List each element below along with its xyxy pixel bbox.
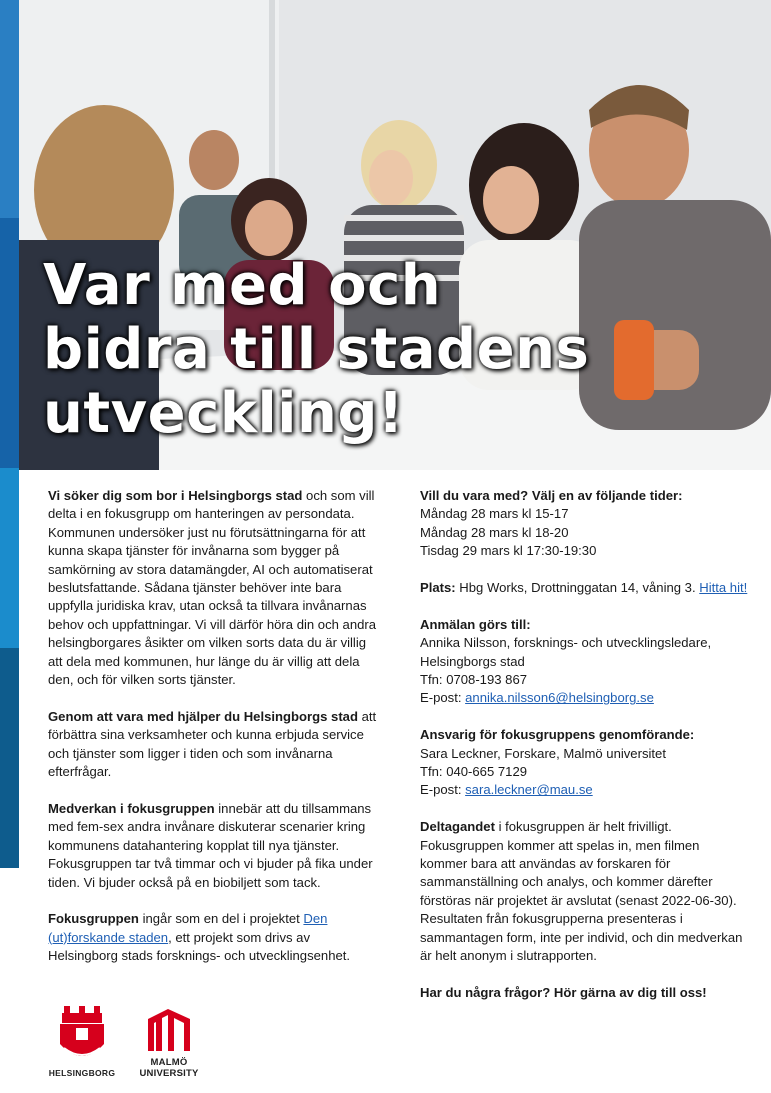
responsible-contact: Sara Leckner, Forskare, Malmö universitet: [420, 745, 666, 761]
closing-text: Har du några frågor? Hör gärna av dig till oss!: [420, 984, 707, 1000]
intro-paragraph: [48, 487, 380, 689]
helsingborg-crest-icon: [46, 1004, 118, 1066]
signup-heading: Anmälan görs till:: [420, 616, 531, 632]
times-heading: Vill du vara med? Välj en av följande tider:: [420, 488, 683, 503]
signup-email-link[interactable]: annika.nilsson6@helsingborg.se: [465, 690, 654, 706]
responsible-block: [420, 726, 750, 800]
time-option: Måndag 28 mars kl 18-20: [420, 524, 569, 540]
benefit-text: att förbättra sina verksamheter och kunna erbjuda service och tjänster som ligger i tiden och som invånarna efterfrågar.: [48, 708, 377, 780]
place-text: Hbg Works, Drottninggatan 14, våning 3.: [455, 580, 700, 596]
project-text: ingår som en del i projektet: [138, 911, 304, 927]
signup-phone: Tfn: 0708-193 867: [420, 672, 528, 688]
directions-link[interactable]: Hitta hit!: [699, 580, 748, 596]
malmo-university-caption: [134, 1057, 204, 1079]
intro-bold: Vi söker dig som bor i Helsingborgs stad: [48, 488, 303, 503]
responsible-email-line: [420, 781, 750, 799]
participation-text: innebär att du tillsammans med fem-sex andra invånare diskuterar scenarier kring kommunens datahantering kopplat till nya tjänster. Fokusgruppen tar två timmar och vi bjuder på fika under tiden. Vi bjuder också på en biobiljett som tack.: [48, 800, 373, 890]
signup-email-line: [420, 689, 750, 707]
benefit-bold: Genom att vara med hjälper du Helsingborgs stad: [48, 708, 358, 724]
place-block: [420, 579, 750, 597]
signup-email-label: E-post:: [420, 690, 466, 706]
left-color-stripe: [0, 0, 19, 1093]
headline-line-2: bidra till stadens: [43, 317, 590, 382]
responsible-email-label: E-post:: [420, 782, 466, 798]
signup-contact: Annika Nilsson, forsknings- och utvecklingsledare, Helsingborgs stad: [420, 635, 712, 669]
participation-bold: Medverkan i fokusgruppen: [48, 800, 215, 816]
malmo-university-mark-icon: [134, 1005, 204, 1055]
project-bold: Fokusgruppen: [48, 911, 139, 927]
headline: [43, 254, 589, 446]
headline-line-3: utveckling!: [43, 381, 404, 446]
time-option: Tisdag 29 mars kl 17:30-19:30: [420, 543, 597, 559]
participation-info: [420, 818, 750, 965]
participation-paragraph: [48, 800, 380, 892]
participation-info-bold: Deltagandet: [420, 819, 495, 835]
malmo-university-logo: [134, 1005, 204, 1085]
project-paragraph: [48, 910, 380, 965]
time-option: Måndag 28 mars kl 15-17: [420, 506, 569, 522]
project-link[interactable]: Den (ut)forskande staden: [48, 911, 328, 945]
helsingborg-logo: [46, 1004, 118, 1084]
responsible-heading: Ansvarig för fokusgruppens genomförande:: [420, 727, 695, 743]
place-label: Plats:: [420, 580, 456, 596]
signup-block: [420, 616, 750, 708]
left-column: [48, 487, 380, 984]
malmo-caption-line-2: UNIVERSITY: [139, 1068, 199, 1079]
helsingborg-caption: HELSINGBORG: [48, 1068, 116, 1078]
responsible-email-link[interactable]: sara.leckner@mau.se: [465, 782, 593, 798]
right-column: [420, 487, 750, 1021]
intro-text: och som vill delta i en fokusgrupp om hanteringen av persondata. Kommunen undersöker just nu förutsättningarna för att kunna skapa tjänster för invånarna som bygger på samkörning av stora datamängder, AI och automatiserat beslutsfattande. Sådana tjänster behöver inte bara uppfylla juridiska krav, utan också ta tillvara invånarnas behov och uppfattningar. Vi vill därför höra din och andra helsingborgares åsikter om vilken sorts data du är villig att dela med kommunen, hur länge du är villig att dela den, och för vilken sorts tjänster.: [48, 488, 377, 688]
closing-line: [420, 984, 750, 1002]
headline-line-1: Var med och: [43, 253, 442, 318]
project-text-end: , ett projekt som drivs av Helsingborg stads forsknings- och utvecklingsenhet.: [48, 929, 351, 964]
benefit-paragraph: [48, 708, 380, 782]
times-block: [420, 487, 750, 561]
responsible-phone: Tfn: 040-665 7129: [420, 764, 528, 780]
malmo-caption-line-1: MALMÖ: [150, 1057, 188, 1068]
hero-photo: [19, 0, 771, 470]
participation-info-text: i fokusgruppen är helt frivilligt. Fokusgruppen kommer att spelas in, men filmen kommer bara att användas av forskaren för sammanställning och analys, och kommer därefter förstöras när projektet är avslutat (senast 2022-06-30). Resultaten från fokusgrupperna presenteras i sammantagen form, inte per individ, och din medverkan är helt anonym i slutrapporten.: [420, 819, 743, 964]
